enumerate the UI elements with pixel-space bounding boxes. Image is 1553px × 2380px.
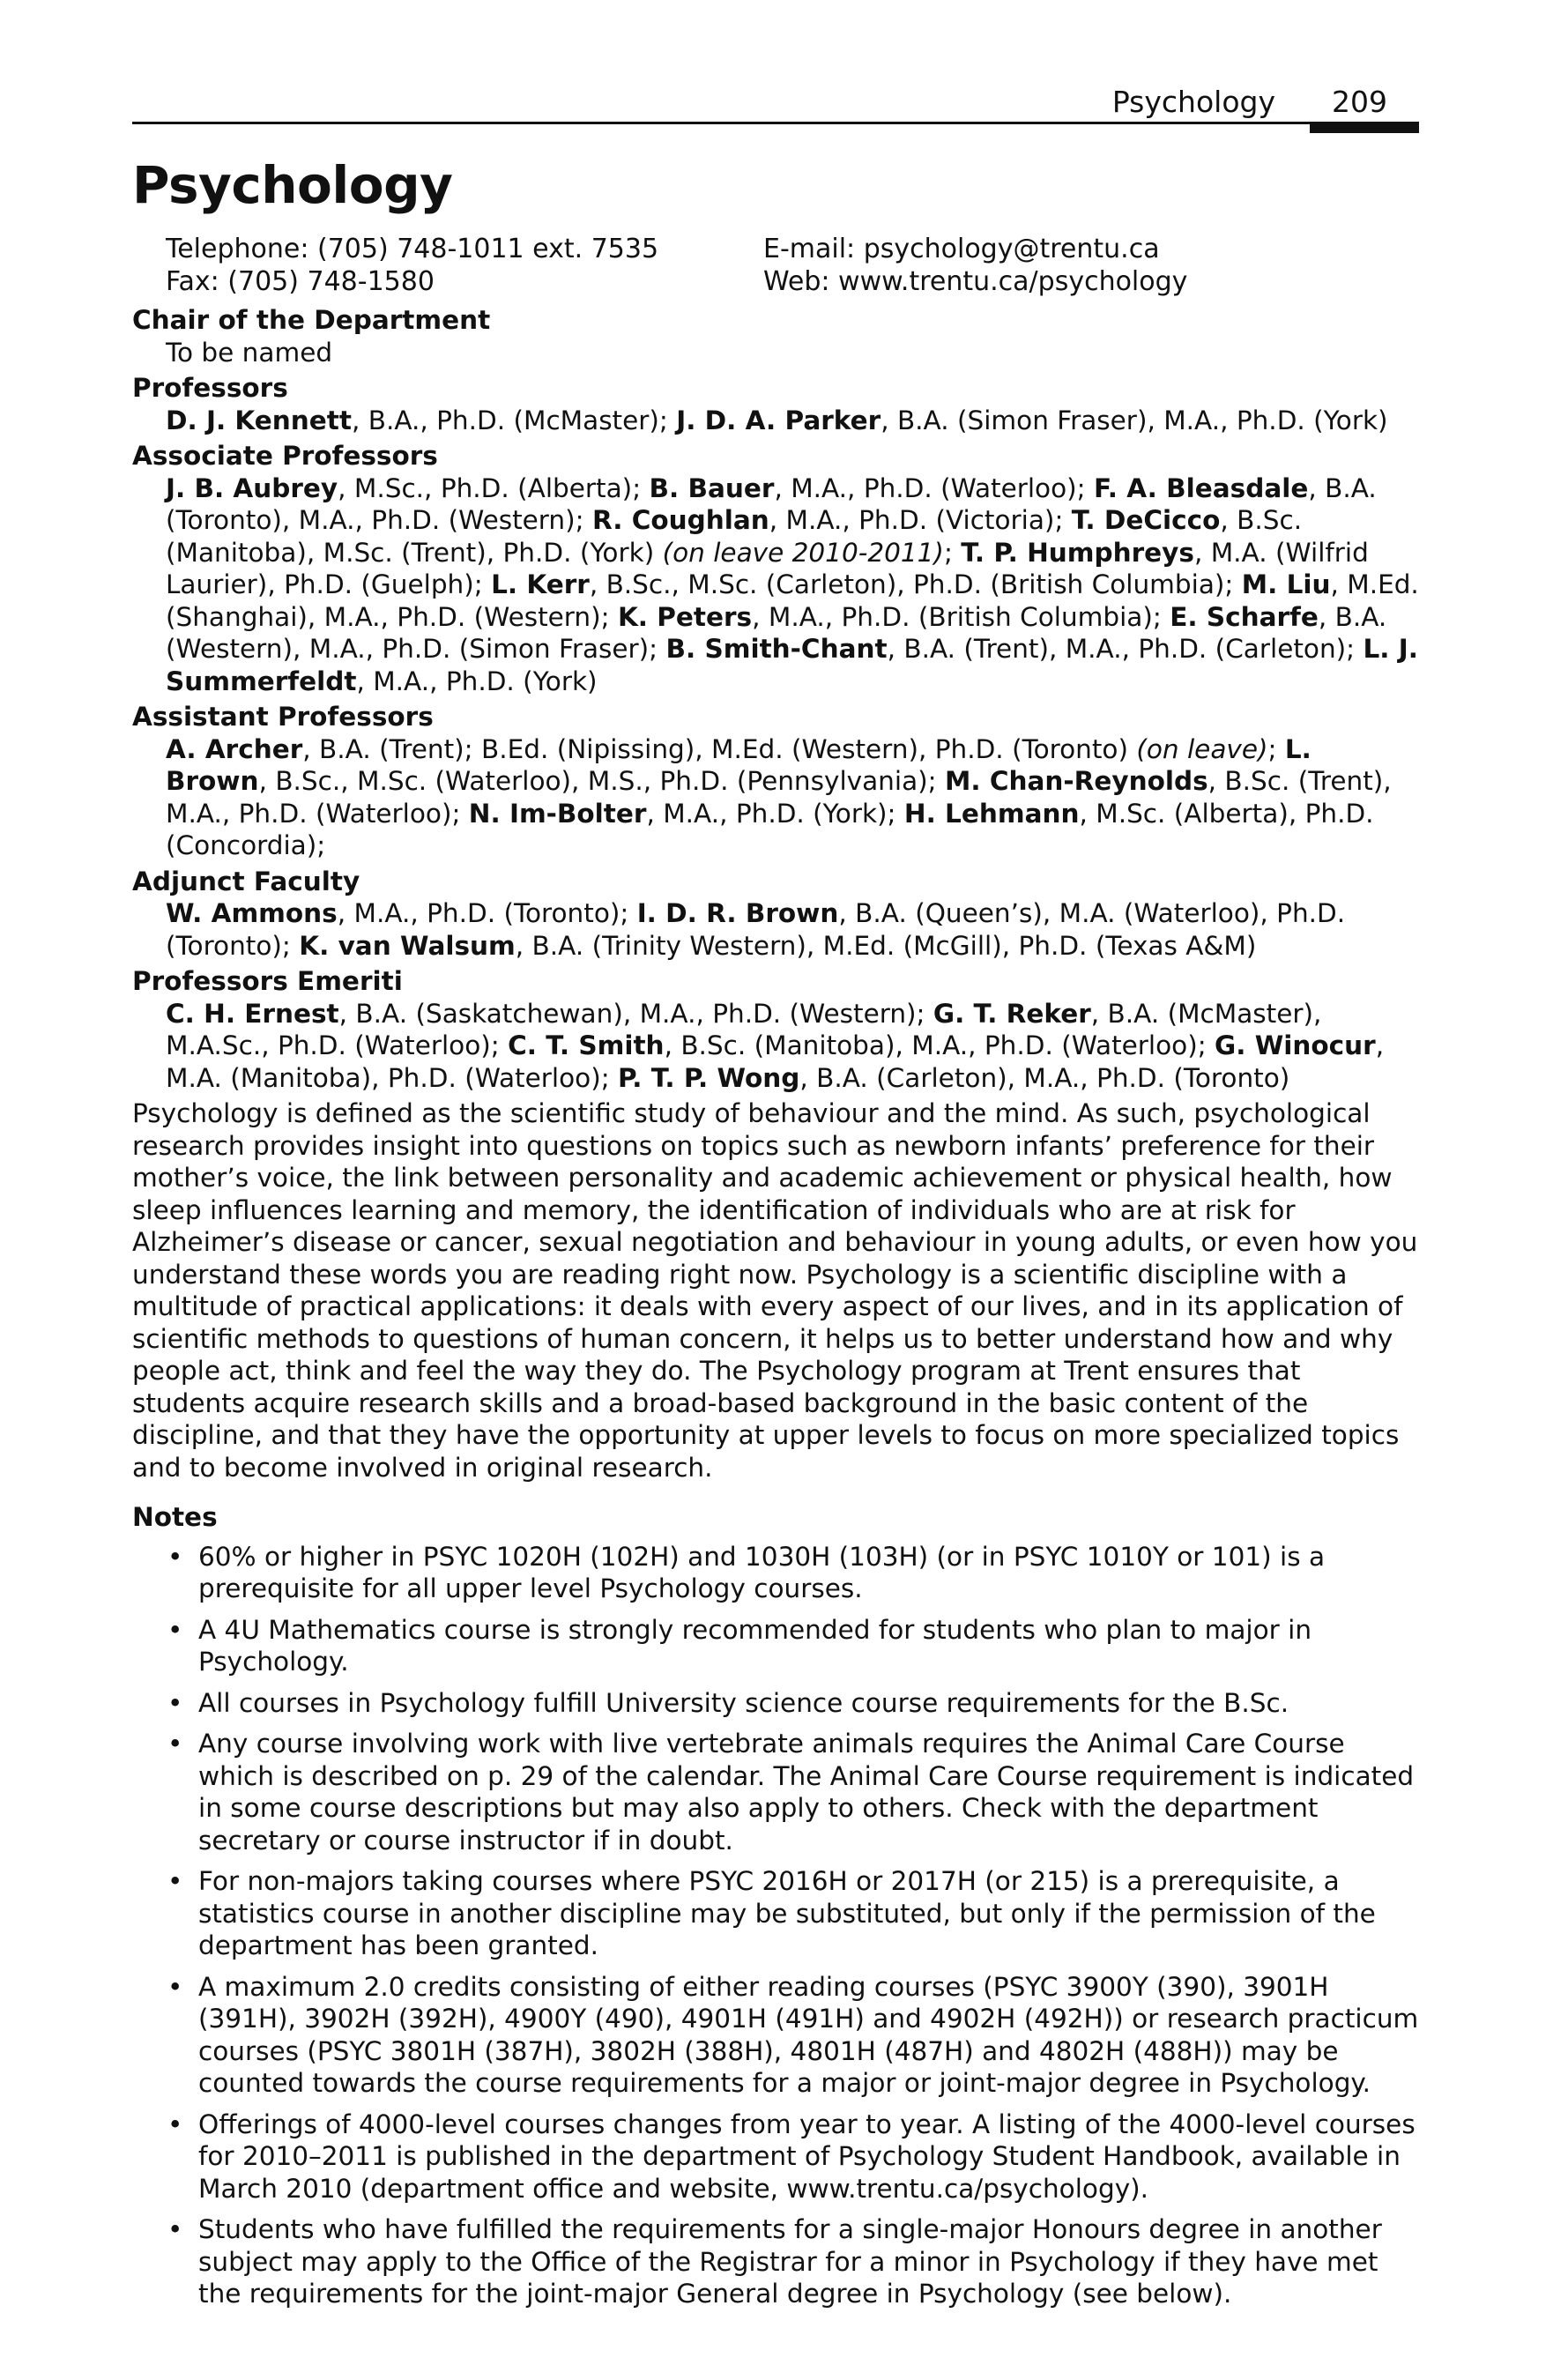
faculty-name: E. Scharfe: [1170, 601, 1319, 632]
faculty-name: C. H. Ernest: [166, 998, 339, 1029]
bullet-icon: •: [167, 1971, 183, 2002]
faculty-credentials: , B.Sc., M.Sc. (Carleton), Ph.D. (British Columbia);: [589, 569, 1242, 599]
note-text: A 4U Mathematics course is strongly recommended for students who plan to major in Psychology.: [198, 1614, 1312, 1677]
faculty-name: P. T. P. Wong: [618, 1062, 800, 1093]
note-text: A maximum 2.0 credits consisting of either reading courses (PSYC 3900Y (390), 3901H (391H), 3902H (392H), 4900Y (490), 4901H (491H) and 4902H (492H)) or research practicum courses (PSYC 3801H (387H), 3802H (388H), 4801H (487H) and 4802H (488H)) may be counted towards the course requirements for a major or joint-major degree in Psychology.: [198, 1971, 1419, 2098]
faculty-name: C. T. Smith: [508, 1030, 665, 1060]
bullet-icon: •: [167, 1614, 183, 1645]
separator: ;: [1267, 733, 1285, 764]
faculty-name: G. Winocur: [1215, 1030, 1376, 1060]
associate-heading: Associate Professors: [132, 441, 438, 471]
faculty-credentials: , B.A. (Simon Fraser), M.A., Ph.D. (York): [881, 405, 1388, 435]
note-text: 60% or higher in PSYC 1020H (102H) and 1030H (103H) (or in PSYC 1010Y or 101) is a prerequisite for all upper level Psychology courses.: [198, 1541, 1326, 1603]
list-item: [132, 1728, 1419, 1856]
page-body: [132, 304, 1419, 2319]
intro-paragraph: Psychology is defined as the scientific study of behaviour and the mind. As such, psychological research provides insight into questions on topics such as newborn infants’ preference for their mother’s voice, the link between personality and academic achievement or physical health, how sleep influences learning and memory, the identification of individuals who are at risk for Alzheimer’s disease or cancer, sexual negotiation and behaviour in young adults, or even how you understand these words you are reading right now. Psychology is a scientific discipline with a multitude of practical applications: it deals with every aspect of our lives, and in its application of scientific methods to questions of human concern, it helps us to better understand how and why people act, think and feel the way they do. The Psychology program at Trent ensures that students acquire research skills and a broad-based background in the basic content of the discipline, and that they have the opportunity at upper levels to focus on more specialized topics and to become involved in original research.: [132, 1098, 1418, 1483]
faculty-credentials: , B.A. (Queen’s), M.A. (Waterloo), Ph.D. (Toronto);: [166, 898, 1346, 961]
faculty-name: I. D. R. Brown: [636, 898, 839, 928]
thumb-tab: [1310, 122, 1419, 133]
list-item: [132, 2109, 1419, 2205]
faculty-credentials: , B.Sc. (Manitoba), M.Sc. (Trent), Ph.D. (York): [166, 505, 1303, 568]
contact-email-web: [763, 233, 1187, 298]
faculty-credentials: , M.A., Ph.D. (Toronto);: [337, 898, 637, 928]
faculty-name: H. Lehmann: [903, 798, 1080, 829]
faculty-name: T. DeCicco: [1071, 505, 1221, 535]
associate-section: [132, 440, 1419, 697]
faculty-name: W. Ammons: [166, 898, 338, 928]
chair-text: To be named: [166, 337, 333, 368]
page-title: Psychology: [132, 155, 453, 215]
list-item: [132, 1614, 1419, 1678]
faculty-credentials: , B.A., Ph.D. (McMaster);: [351, 405, 677, 435]
faculty-credentials: , B.A. (Trent); B.Ed. (Nipissing), M.Ed. (Western), Ph.D. (Toronto): [302, 733, 1137, 764]
contact-phone-fax: [166, 233, 658, 298]
faculty-name: R. Coughlan: [591, 505, 769, 535]
running-header-section: Psychology: [1111, 85, 1275, 119]
faculty-credentials: , B.A. (Trinity Western), M.Ed. (McGill), Ph.D. (Texas A&M): [515, 930, 1257, 961]
faculty-credentials: , M.Sc., Ph.D. (Alberta);: [338, 472, 650, 503]
faculty-credentials: , M.A., Ph.D. (British Columbia);: [752, 601, 1170, 632]
associate-list: [166, 472, 1419, 698]
assistant-heading: Assistant Professors: [132, 702, 434, 732]
separator: ;: [943, 537, 962, 568]
running-header: [132, 85, 1419, 122]
email: E-mail: psychology@trentu.ca: [763, 234, 1160, 264]
bullet-icon: •: [167, 1687, 183, 1718]
faculty-name: M. Liu: [1241, 569, 1331, 599]
faculty-name: F. A. Bleasdale: [1093, 472, 1309, 503]
page-number: 209: [1332, 85, 1387, 119]
adjunct-heading: Adjunct Faculty: [132, 866, 360, 896]
adjunct-section: [132, 866, 1419, 963]
leave-note: (on leave): [1136, 733, 1268, 764]
faculty-name: B. Bauer: [649, 472, 775, 503]
emeriti-section: [132, 965, 1419, 1094]
notes-list: [132, 1541, 1419, 2310]
faculty-name: J. B. Aubrey: [166, 472, 338, 503]
list-item: [132, 1687, 1419, 1720]
faculty-name: B. Smith-Chant: [665, 634, 888, 664]
emeriti-list: [166, 998, 1419, 1095]
telephone: Telephone: (705) 748-1011 ext. 7535: [166, 234, 659, 264]
assistant-section: [132, 701, 1419, 862]
faculty-name: T. P. Humphreys: [961, 537, 1194, 568]
faculty-credentials: , M.A. (Manitoba), Ph.D. (Waterloo);: [166, 1030, 1385, 1093]
bullet-icon: •: [167, 1866, 183, 1896]
professors-list: [166, 405, 1419, 437]
list-item: [132, 1541, 1419, 1605]
faculty-credentials: , B.A. (Saskatchewan), M.A., Ph.D. (Western);: [338, 998, 933, 1029]
faculty-credentials: , M.Ed. (Shanghai), M.A., Ph.D. (Western);: [166, 569, 1419, 632]
faculty-name: L. Brown: [166, 733, 1312, 796]
faculty-credentials: , B.A. (Western), M.A., Ph.D. (Simon Fraser);: [166, 601, 1387, 664]
faculty-credentials: , B.A. (Trent), M.A., Ph.D. (Carleton);: [887, 634, 1364, 664]
chair-heading: Chair of the Department: [132, 305, 491, 335]
notes-heading: Notes: [132, 1502, 218, 1532]
list-item: [132, 2213, 1419, 2310]
bullet-icon: •: [167, 2109, 183, 2139]
emeriti-heading: Professors Emeriti: [132, 966, 403, 996]
fax: Fax: (705) 748-1580: [166, 266, 435, 297]
faculty-name: K. van Walsum: [299, 930, 516, 961]
header-rule: [132, 122, 1419, 124]
note-text: For non-majors taking courses where PSYC 2016H or 2017H (or 215) is a prerequisite, a statistics course in another discipline may be substituted, but only if the permission of the department has been granted.: [198, 1866, 1376, 1960]
faculty-credentials: , B.Sc., M.Sc. (Waterloo), M.S., Ph.D. (Pennsylvania);: [258, 766, 945, 796]
list-item: [132, 1865, 1419, 1962]
faculty-name: M. Chan-Reynolds: [944, 766, 1208, 796]
leave-note: (on leave 2010-2011): [662, 537, 944, 568]
note-text: Any course involving work with live vertebrate animals requires the Animal Care Course which is described on p. 29 of the calendar. The Animal Care Course requirement is indicated in some course descriptions but may also apply to others. Check with the department secretary or course instructor if in doubt.: [198, 1729, 1415, 1856]
faculty-credentials: , M.A., Ph.D. (Victoria);: [769, 505, 1072, 535]
bullet-icon: •: [167, 2214, 183, 2244]
note-text: Students who have fulfilled the requirements for a single-major Honours degree in another subject may apply to the Office of the Registrar for a minor in Psychology if they have met the requirements for the joint-major General degree in Psychology (see below).: [198, 2214, 1382, 2309]
faculty-name: G. T. Reker: [933, 998, 1091, 1029]
bullet-icon: •: [167, 1541, 183, 1572]
faculty-name: N. Im-Bolter: [468, 798, 647, 829]
faculty-credentials: , M.Sc. (Alberta), Ph.D. (Concordia);: [166, 798, 1374, 860]
faculty-name: K. Peters: [617, 601, 753, 632]
faculty-credentials: , M.A., Ph.D. (Waterloo);: [774, 472, 1094, 503]
faculty-name: L. Kerr: [491, 569, 590, 599]
list-item: [132, 1971, 1419, 2100]
faculty-name: D. J. Kennett: [166, 405, 352, 435]
professors-section: [132, 372, 1419, 436]
faculty-credentials: , B.A. (Carleton), M.A., Ph.D. (Toronto): [799, 1062, 1290, 1093]
adjunct-list: [166, 897, 1419, 962]
faculty-credentials: , M.A. (Wilfrid Laurier), Ph.D. (Guelph);: [166, 537, 1369, 599]
faculty-name: L. J. Summerfeldt: [166, 634, 1418, 696]
web: Web: www.trentu.ca/psychology: [763, 266, 1188, 297]
bullet-icon: •: [167, 1729, 183, 1759]
faculty-credentials: , B.Sc. (Trent), M.A., Ph.D. (Waterloo);: [166, 766, 1392, 829]
faculty-credentials: , M.A., Ph.D. (York): [356, 666, 598, 696]
faculty-credentials: , B.Sc. (Manitoba), M.A., Ph.D. (Waterloo);: [664, 1030, 1215, 1060]
chair-section: [132, 304, 1419, 368]
faculty-name: A. Archer: [166, 733, 303, 764]
faculty-credentials: , M.A., Ph.D. (York);: [646, 798, 904, 829]
faculty-name: J. D. A. Parker: [676, 405, 881, 435]
note-text: All courses in Psychology fulfill University science course requirements for the B.Sc.: [198, 1687, 1289, 1718]
note-text: Offerings of 4000-level courses changes from year to year. A listing of the 4000-level courses for 2010–2011 is published in the department of Psychology Student Handbook, available in March 2010 (department office and website, www.trentu.ca/psychology).: [198, 2109, 1416, 2204]
faculty-credentials: , B.A. (McMaster), M.A.Sc., Ph.D. (Waterloo);: [166, 998, 1322, 1060]
professors-heading: Professors: [132, 373, 288, 403]
faculty-credentials: , B.A. (Toronto), M.A., Ph.D. (Western);: [166, 472, 1377, 535]
assistant-list: [166, 733, 1419, 862]
